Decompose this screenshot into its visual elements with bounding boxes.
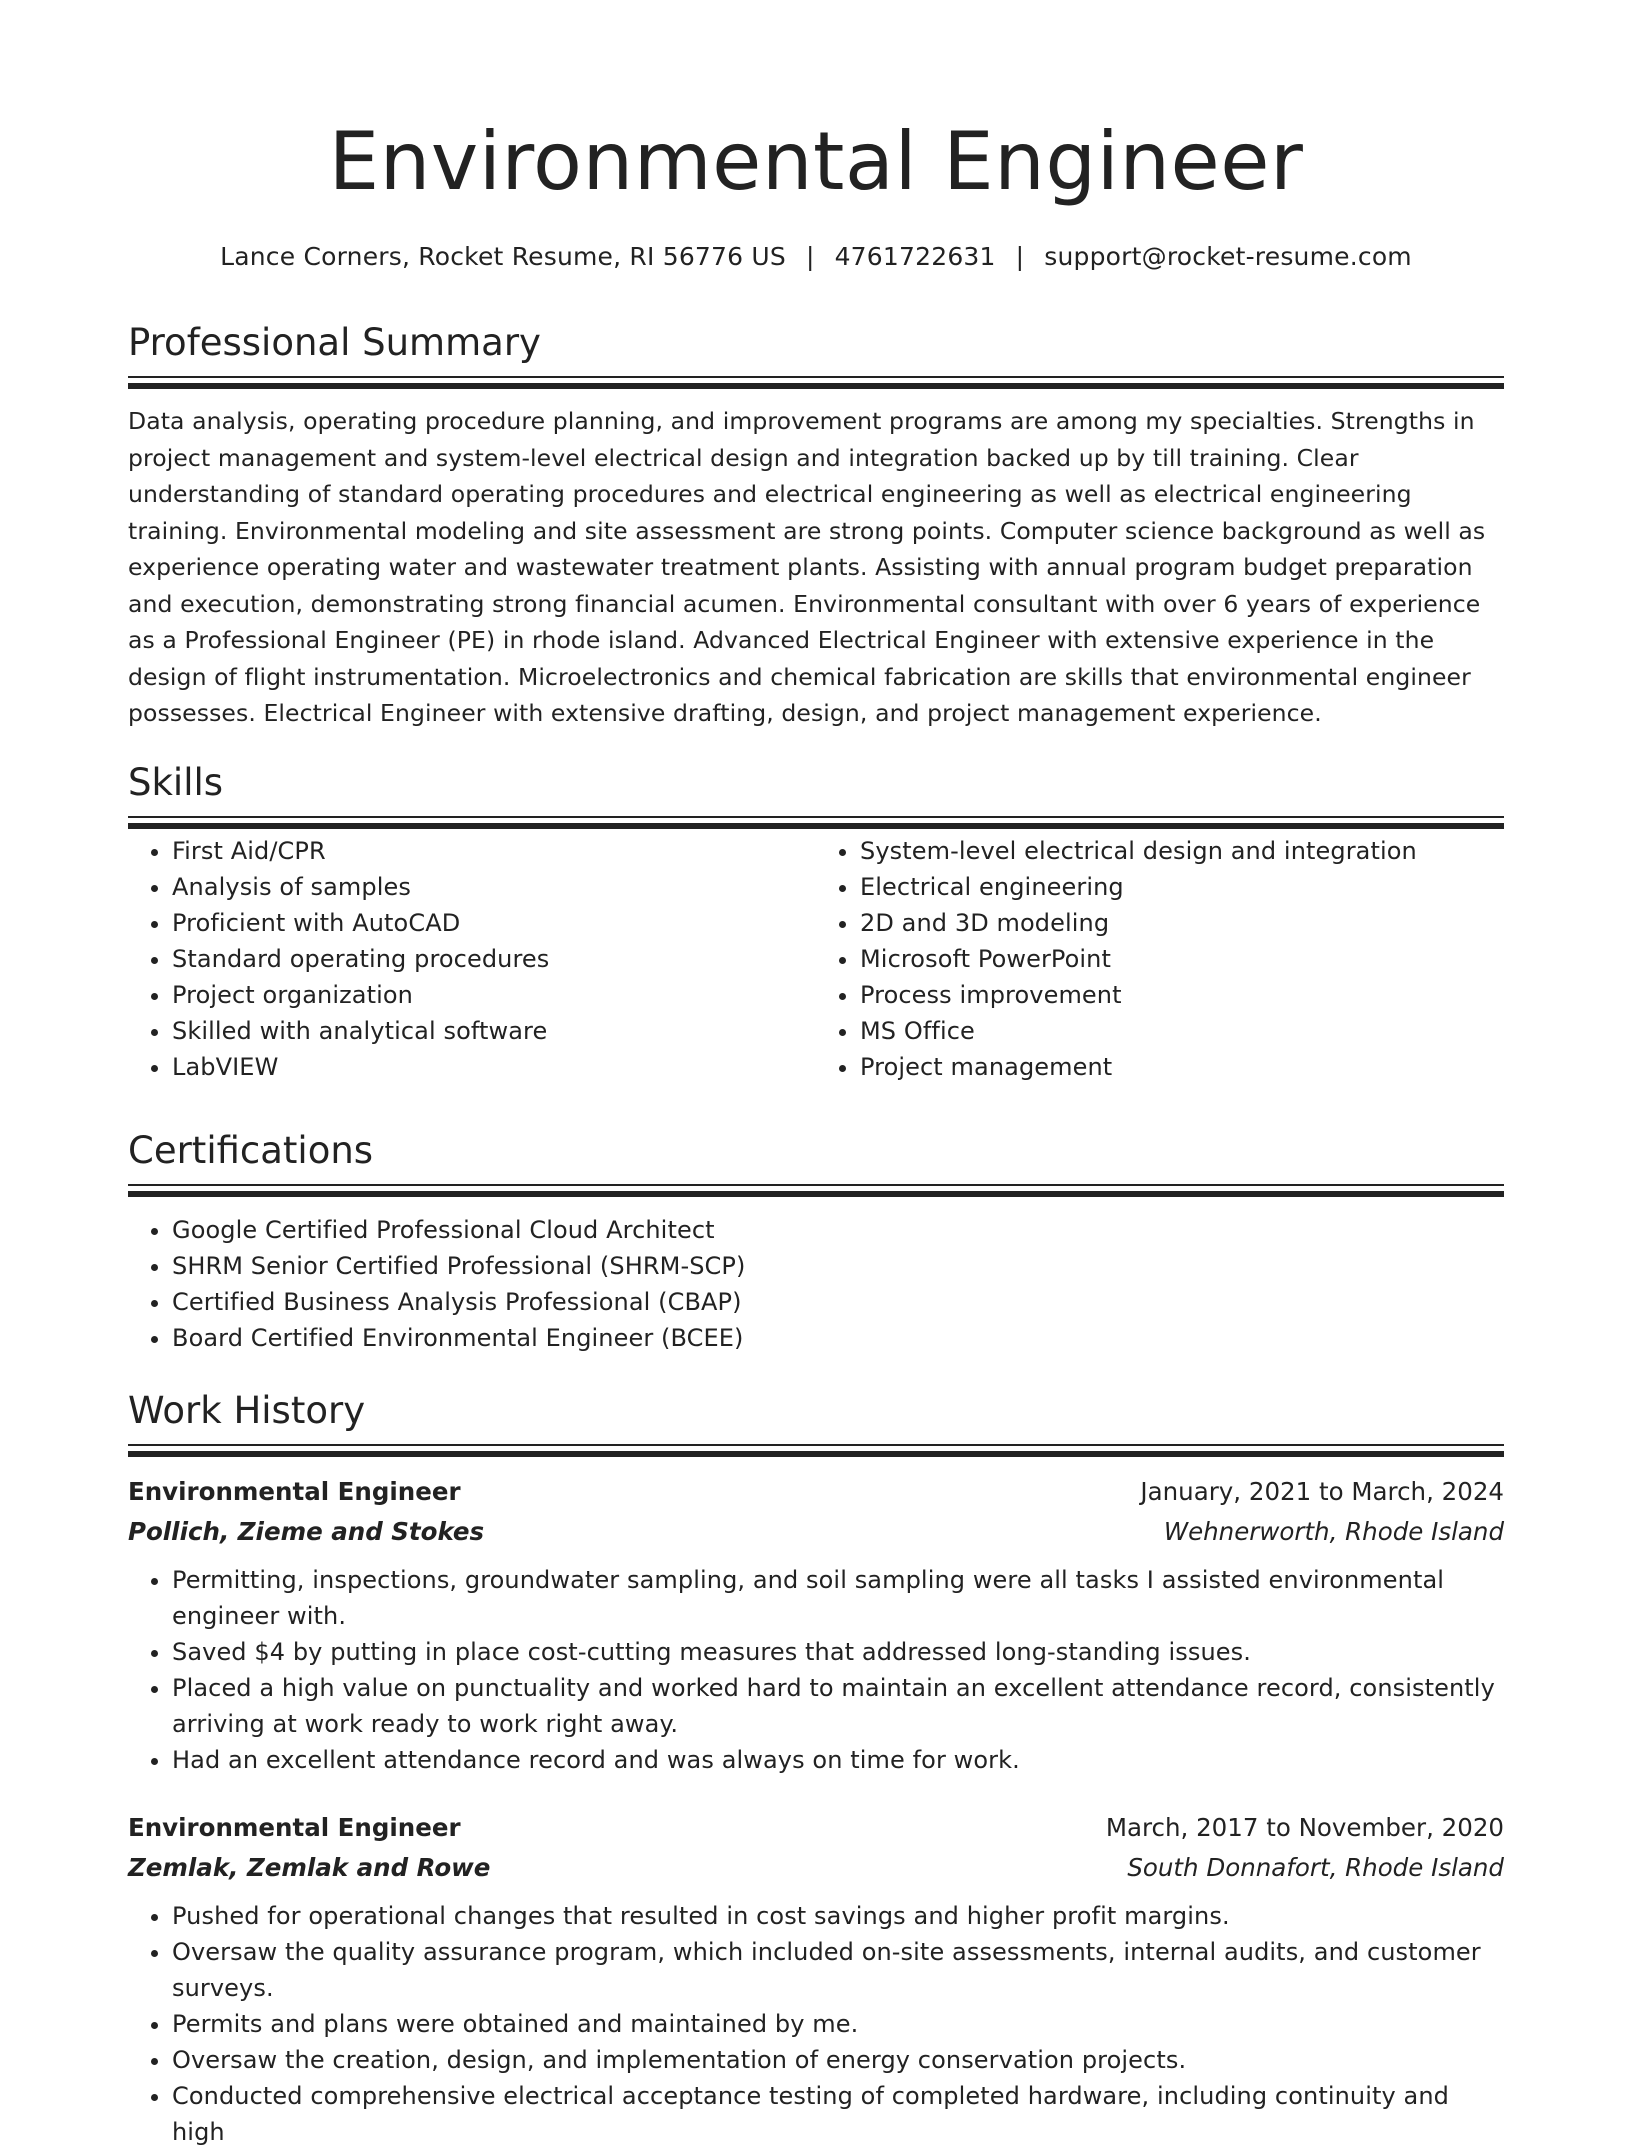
job-title: Environmental Engineer <box>128 1813 461 1842</box>
contact-separator: | <box>805 242 815 271</box>
skill-item: • Process improvement <box>860 977 1504 1013</box>
job-company: Zemlak, Zemlak and Rowe <box>128 1853 491 1882</box>
skill-item: • Electrical engineering <box>860 869 1504 905</box>
job-title: Environmental Engineer <box>128 1477 461 1506</box>
skill-item: • Proficient with AutoCAD <box>172 905 816 941</box>
summary-text: Data analysis, operating procedure planning, and improvement programs are among my specialties. Strengths in project management and system-level electrical design and integration backed up by till training. Clear understanding of standard operating procedures and electrical engineering as well as electrical engineering training. Environmental modeling and site assessment are strong points. Computer science background as well as experience operating water and wastewater treatment plants. Assisting with annual program budget preparation and execution, demonstrating strong financial acumen. Environmental consultant with over 6 years of experience as a Professional Engineer (PE) in rhode island. Advanced Electrical Engineer with extensive experience in the design of flight instrumentation. Microelectronics and chemical fabrication are skills that environmental engineer possesses. Electrical Engineer with extensive drafting, design, and project management experience. <box>128 407 1486 727</box>
job-dates: March, 2017 to November, 2020 <box>1105 1813 1504 1842</box>
contact-phone[interactable]: 4761722631 <box>834 242 996 271</box>
section-rule <box>128 1184 1504 1198</box>
skill-item: • Project management <box>860 1049 1504 1085</box>
work-heading: Work History <box>128 1389 366 1432</box>
certification-item: • Board Certified Environmental Engineer (BCEE) <box>172 1320 1504 1356</box>
certification-item: • Certified Business Analysis Professional (CBAP) <box>172 1284 1504 1320</box>
skill-item: • First Aid/CPR <box>172 833 816 869</box>
job-dates: January, 2021 to March, 2024 <box>1140 1477 1504 1506</box>
job-entry <box>128 1472 1504 1778</box>
job-bullet: • Conducted comprehensive electrical acceptance testing of completed hardware, including continuity and high <box>172 2078 1504 2150</box>
skills-list-left <box>128 833 816 1085</box>
job-title-row <box>128 1808 1504 1848</box>
resume-title: Environmental Engineer <box>328 115 1304 208</box>
section-rule <box>128 816 1504 830</box>
job-bullet: • Saved $4 by putting in place cost-cutting measures that addressed long-standing issues. <box>172 1634 1504 1670</box>
skill-item: • MS Office <box>860 1013 1504 1049</box>
skill-item: • Standard operating procedures <box>172 941 816 977</box>
skills-section <box>128 758 1504 1085</box>
job-bullets <box>128 1562 1504 1778</box>
job-company-row <box>128 1512 1504 1552</box>
work-section <box>128 1386 1504 2150</box>
job-bullet: • Had an excellent attendance record and was always on time for work. <box>172 1742 1504 1778</box>
section-rule <box>128 1444 1504 1458</box>
skills-heading: Skills <box>128 761 224 804</box>
job-bullet: • Oversaw the creation, design, and implementation of energy conservation projects. <box>172 2042 1504 2078</box>
job-bullet: • Permits and plans were obtained and maintained by me. <box>172 2006 1504 2042</box>
skill-item: • Skilled with analytical software <box>172 1013 816 1049</box>
skill-item: • 2D and 3D modeling <box>860 905 1504 941</box>
contact-email[interactable]: support@rocket-resume.com <box>1044 242 1412 271</box>
job-title-row <box>128 1472 1504 1512</box>
job-location: South Donnafort, Rhode Island <box>1127 1853 1504 1882</box>
certification-item: • SHRM Senior Certified Professional (SHRM-SCP) <box>172 1248 1504 1284</box>
skill-item: • LabVIEW <box>172 1049 816 1085</box>
contact-address: Lance Corners, Rocket Resume, RI 56776 US <box>220 242 786 271</box>
certifications-list <box>128 1212 1504 1356</box>
job-bullet: • Pushed for operational changes that resulted in cost savings and higher profit margins. <box>172 1898 1504 1934</box>
job-company: Pollich, Zieme and Stokes <box>128 1517 485 1546</box>
skills-columns <box>128 833 1504 1085</box>
certifications-heading: Certifications <box>128 1129 374 1172</box>
certification-item: • Google Certified Professional Cloud Architect <box>172 1212 1504 1248</box>
contact-separator: | <box>1015 242 1025 271</box>
contact-line <box>128 238 1504 276</box>
skill-item: • Project organization <box>172 977 816 1013</box>
skills-list-right <box>816 833 1504 1085</box>
job-bullets <box>128 1898 1504 2150</box>
job-location: Wehnerworth, Rhode Island <box>1163 1517 1504 1546</box>
skill-item: • Analysis of samples <box>172 869 816 905</box>
skill-item: • Microsoft PowerPoint <box>860 941 1504 977</box>
job-bullet: • Oversaw the quality assurance program, which included on-site assessments, internal audits, and customer surveys. <box>172 1934 1504 2006</box>
skill-item: • System-level electrical design and integration <box>860 833 1504 869</box>
summary-heading: Professional Summary <box>128 321 541 364</box>
certifications-section <box>128 1126 1504 1356</box>
job-bullet: • Permitting, inspections, groundwater sampling, and soil sampling were all tasks I assisted environmental engineer with. <box>172 1562 1504 1634</box>
section-rule <box>128 376 1504 390</box>
summary-section <box>128 318 1504 732</box>
job-company-row <box>128 1848 1504 1888</box>
job-bullet: • Placed a high value on punctuality and worked hard to maintain an excellent attendance record, consistently arriving at work ready to work right away. <box>172 1670 1504 1742</box>
job-entry <box>128 1808 1504 2150</box>
